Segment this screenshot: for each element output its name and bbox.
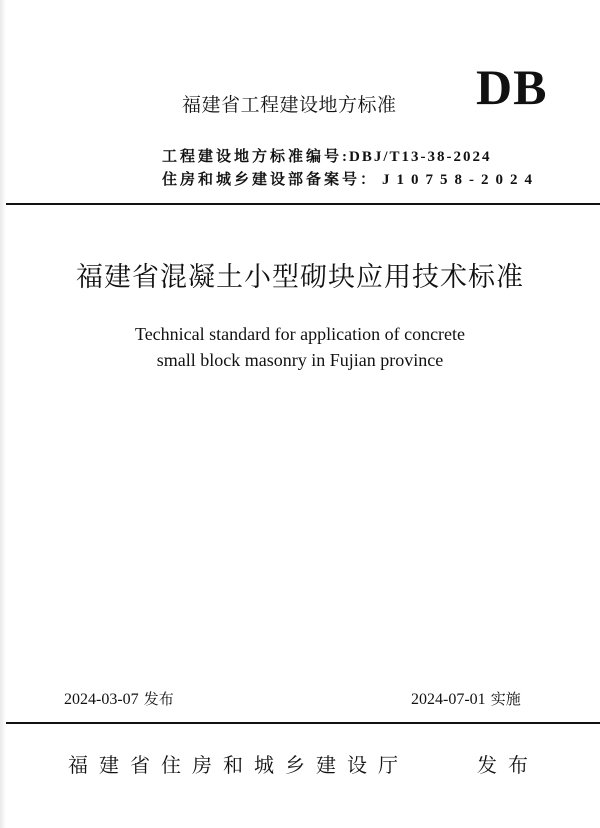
record-number-line [162, 168, 539, 189]
issue-date-label: 发布 [143, 690, 174, 708]
standard-series-title: 福建省工程建设地方标准 [182, 94, 397, 116]
standard-number-line [162, 145, 492, 166]
record-number-value: ：J10758-2024 [360, 172, 540, 188]
db-logo: DB [476, 59, 548, 115]
effective-date [411, 688, 521, 709]
bottom-divider [6, 722, 600, 724]
page-edge-shadow [0, 0, 6, 828]
top-divider [6, 203, 600, 205]
issue-date [64, 688, 174, 709]
issue-date-value: 2024-03-07 [64, 691, 139, 708]
document-title-english-line-2: small block masonry in Fujian province [156, 350, 444, 370]
publish-label: 发布 [477, 753, 539, 777]
document-title-chinese: 福建省混凝土小型砌块应用技术标准 [76, 262, 524, 293]
standard-number-label: 工程建设地方标准编号 [162, 147, 343, 165]
effective-date-value: 2024-07-01 [411, 691, 486, 708]
issuing-organization: 福建省住房和城乡建设厅 [68, 753, 409, 777]
record-number-label: 住房和城乡建设部备案号 [162, 170, 361, 188]
document-title-english-line-1: Technical standard for application of concrete [134, 324, 466, 344]
standard-number-value: :DBJ/T13-38-2024 [342, 149, 492, 165]
effective-date-label: 实施 [490, 690, 521, 708]
